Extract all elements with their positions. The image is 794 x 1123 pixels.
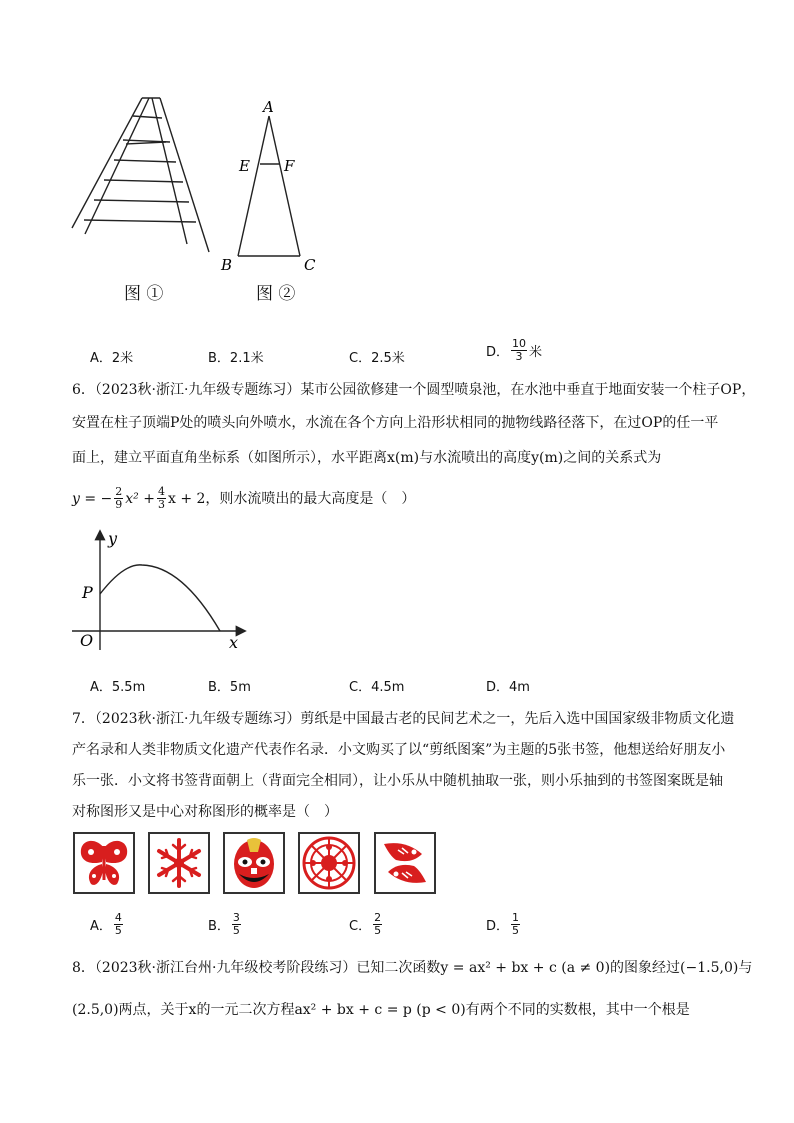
q7-option-b[interactable]: B． $\frac{3}{5}$ [208,911,240,937]
q7-line-1: 7．（2023秋·浙江·九年级专题练习）剪纸是中国最古老的民间艺术之一，先后入选中国国家级非物质文化遗 [72,711,735,727]
q5-option-c[interactable]: C．2.5米 [349,351,405,366]
round-pattern-papercut-image [298,832,360,894]
triangle-caption: 图 ② [256,284,296,304]
triangle-figure [218,96,328,276]
parabola-graph [72,528,252,652]
ladder-caption: 图 ① [124,284,164,304]
q7-line-4: 对称图形又是中心对称图形的概率是（ ） [72,804,338,820]
graph-y-label: y [108,529,118,548]
q5-option-b[interactable]: B．2.1米 [208,351,264,366]
parabola-curve [100,565,220,631]
fish-papercut-image [374,832,436,894]
q7-option-a[interactable]: A． $\frac{4}{5}$ [90,911,122,937]
opera-mask-papercut-image [223,832,285,894]
label-E: E [239,157,250,175]
q7-line-3: 乐一张．小文将书签背面朝上（背面完全相同），让小乐从中随机抽取一张，则小乐抽到的书签图案既是轴 [72,773,723,789]
q6-option-c[interactable]: C．4.5m [349,680,405,695]
q6-line-3: 面上，建立平面直角坐标系（如图所示），水平距离x(m)与水流喷出的高度y(m)之间的关系式为 [72,450,662,466]
q8-line-1: 8．（2023秋·浙江台州·九年级校考阶段练习）已知二次函数y = ax² + bx + c (a ≠ 0)的图象经过(−1.5,0)与 [72,960,753,976]
q7-option-d[interactable]: D． $\frac{1}{5}$ [486,911,520,937]
q5-option-d[interactable]: D． $\frac{10}{3}$ 米 [486,337,543,363]
graph-P-label: P [82,583,93,602]
butterfly-papercut-image [73,832,135,894]
snowflake-papercut-image [148,832,210,894]
label-C: C [304,256,316,274]
q6-equation: y = − $\frac{2}{9}$ x² + $\frac{4}{3}$ x + 2，则水流喷出的最大高度是（ ） [72,485,416,511]
label-A: A [263,98,274,116]
q6-option-d[interactable]: D．4m [486,680,530,695]
q5-option-a[interactable]: A．2米 [90,351,134,366]
graph-x-label: x [229,633,239,652]
q6-option-b[interactable]: B．5m [208,680,251,695]
q7-line-2: 产名录和人类非物质文化遗产代表作名录．小文购买了以“剪纸图案”为主题的5张书签，他想送给好朋友小 [72,742,726,758]
q6-line-2: 安置在柱子顶端P处的喷头向外喷水，水流在各个方向上沿形状相同的抛物线路径落下，在过OP的任一平 [72,415,719,431]
label-B: B [221,256,233,274]
q6-line-1: 6．（2023秋·浙江·九年级专题练习）某市公园欲修建一个圆型喷泉池，在水池中垂直于地面安装一个柱子OP， [72,382,756,398]
label-F: F [284,157,295,175]
graph-O-label: O [80,631,94,650]
q8-line-2: (2.5,0)两点，关于x的一元二次方程ax² + bx + c = p (p < 0)有两个不同的实数根，其中一个根是 [72,1002,690,1018]
q7-option-c[interactable]: C． $\frac{2}{5}$ [349,911,382,937]
q6-option-a[interactable]: A．5.5m [90,680,146,695]
ladder-figure [66,94,216,264]
